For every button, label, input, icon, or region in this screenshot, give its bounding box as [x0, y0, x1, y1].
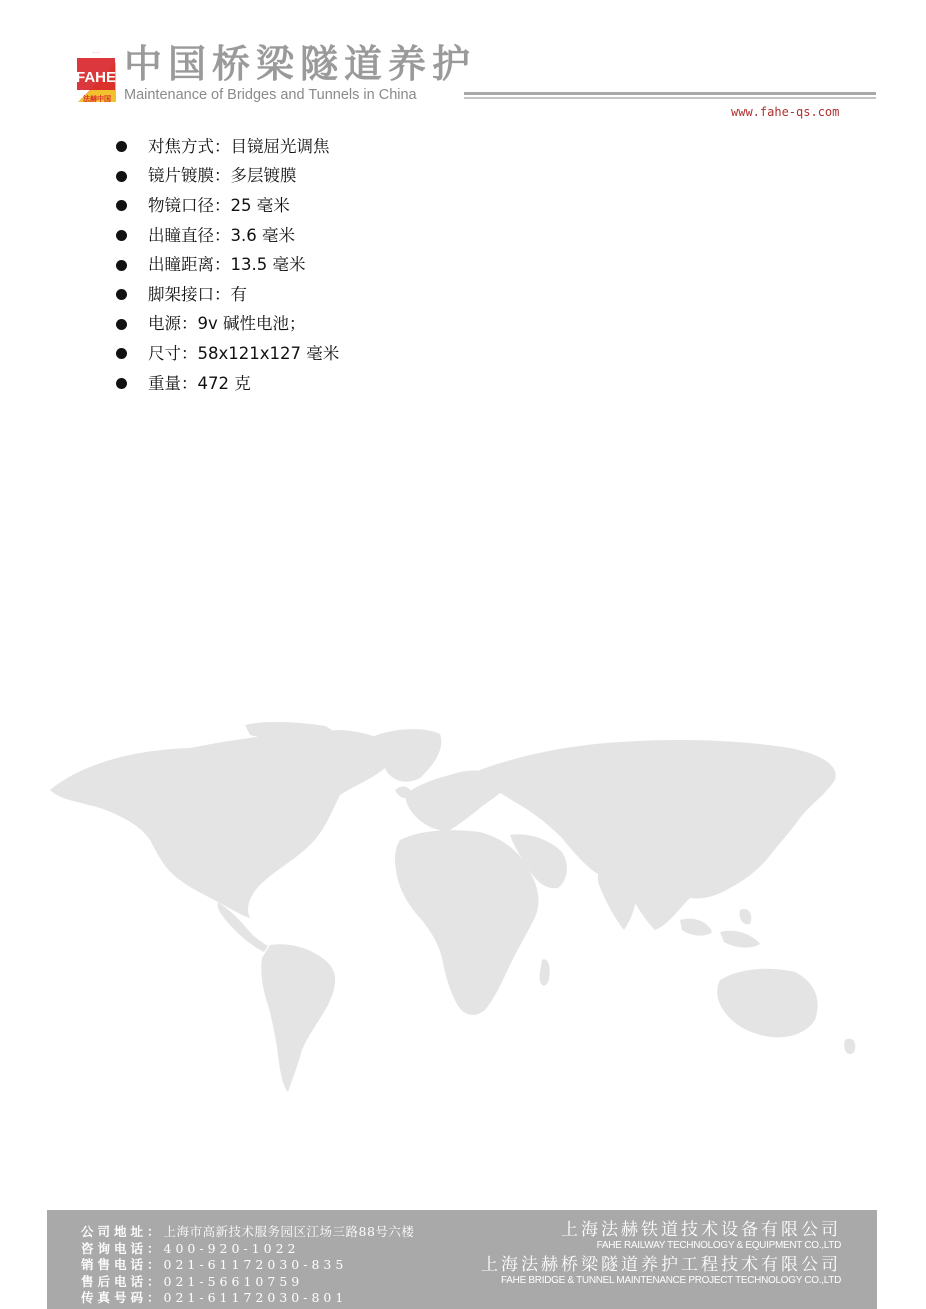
contact-row	[81, 1290, 414, 1307]
contact-row	[81, 1241, 414, 1258]
website-url[interactable]: www.fahe-qs.com	[731, 105, 840, 119]
spec-text: 电源：9v 碱性电池；	[148, 314, 306, 334]
letterhead-footer	[47, 1210, 877, 1309]
contact-row	[81, 1274, 414, 1291]
contact-value: 021-61172030-835	[163, 1257, 348, 1272]
company-bridge-en: FAHE BRIDGE & TUNNEL MAINTENANCE PROJECT TECHNOLOGY CO.,LTD	[501, 1275, 841, 1286]
company-bridge	[481, 1255, 841, 1286]
spec-text: 出瞳距离：13.5 毫米	[148, 255, 306, 275]
bullet-icon	[116, 319, 127, 330]
bullet-icon	[116, 141, 127, 152]
header-rule-thin	[464, 97, 876, 99]
contact-row	[81, 1257, 414, 1274]
spec-item	[116, 339, 339, 369]
bullet-icon	[116, 260, 127, 271]
bullet-icon	[116, 289, 127, 300]
company-title-cn: 中国桥梁隧道养护	[124, 42, 477, 86]
world-map-watermark	[40, 720, 890, 1120]
svg-text:· · ·: · · ·	[92, 50, 100, 55]
letterhead-header	[0, 0, 926, 130]
bullet-icon	[116, 171, 127, 182]
spec-item	[116, 280, 339, 310]
bullet-icon	[116, 378, 127, 389]
contact-value: 400-920-1022	[163, 1240, 300, 1256]
spec-text: 尺寸：58x121x127 毫米	[148, 343, 340, 363]
contact-value: 上海市高新技术服务园区江场三路88号六楼	[163, 1224, 415, 1239]
spec-text: 出瞳直径：3.6 毫米	[148, 225, 295, 245]
spec-item	[116, 310, 339, 340]
company-railway-en: FAHE RAILWAY TECHNOLOGY & EQUIPMENT CO.,LTD	[596, 1240, 841, 1251]
company-railway-cn: 上海法赫铁道技术设备有限公司	[561, 1220, 841, 1240]
contact-label: 传真号码：	[81, 1290, 164, 1305]
company-title-en: Maintenance of Bridges and Tunnels in China	[124, 87, 417, 103]
spec-item	[116, 132, 339, 162]
bullet-icon	[116, 348, 127, 359]
fahe-logo	[76, 44, 118, 104]
spec-item	[116, 250, 339, 280]
logo-text: FAHE	[76, 69, 117, 86]
spec-text: 重量：472 克	[148, 373, 251, 393]
contact-row	[81, 1224, 414, 1241]
spec-text: 对焦方式：目镜屈光调焦	[148, 136, 330, 156]
bullet-icon	[116, 200, 127, 211]
contact-label: 售后电话：	[81, 1273, 164, 1289]
header-rule	[464, 92, 876, 95]
spec-item	[116, 221, 339, 251]
contact-label: 咨询电话：	[81, 1240, 164, 1256]
contact-label: 公司地址：	[81, 1224, 164, 1239]
company-railway	[561, 1220, 841, 1251]
spec-item	[116, 162, 339, 192]
contact-value: 021-61172030-801	[163, 1290, 348, 1305]
contact-label: 销售电话：	[81, 1257, 164, 1272]
logo-subtext: 法赫中国	[83, 95, 111, 103]
spec-text: 镜片镀膜：多层镀膜	[148, 166, 297, 186]
spec-item	[116, 191, 339, 221]
contact-block	[81, 1224, 414, 1307]
spec-text: 物镜口径：25 毫米	[148, 195, 290, 215]
spec-text: 脚架接口：有	[148, 284, 247, 304]
spec-list	[116, 132, 339, 398]
bullet-icon	[116, 230, 127, 241]
company-bridge-cn: 上海法赫桥梁隧道养护工程技术有限公司	[481, 1255, 841, 1275]
spec-item	[116, 369, 339, 399]
contact-value: 021-56610759	[163, 1273, 304, 1289]
